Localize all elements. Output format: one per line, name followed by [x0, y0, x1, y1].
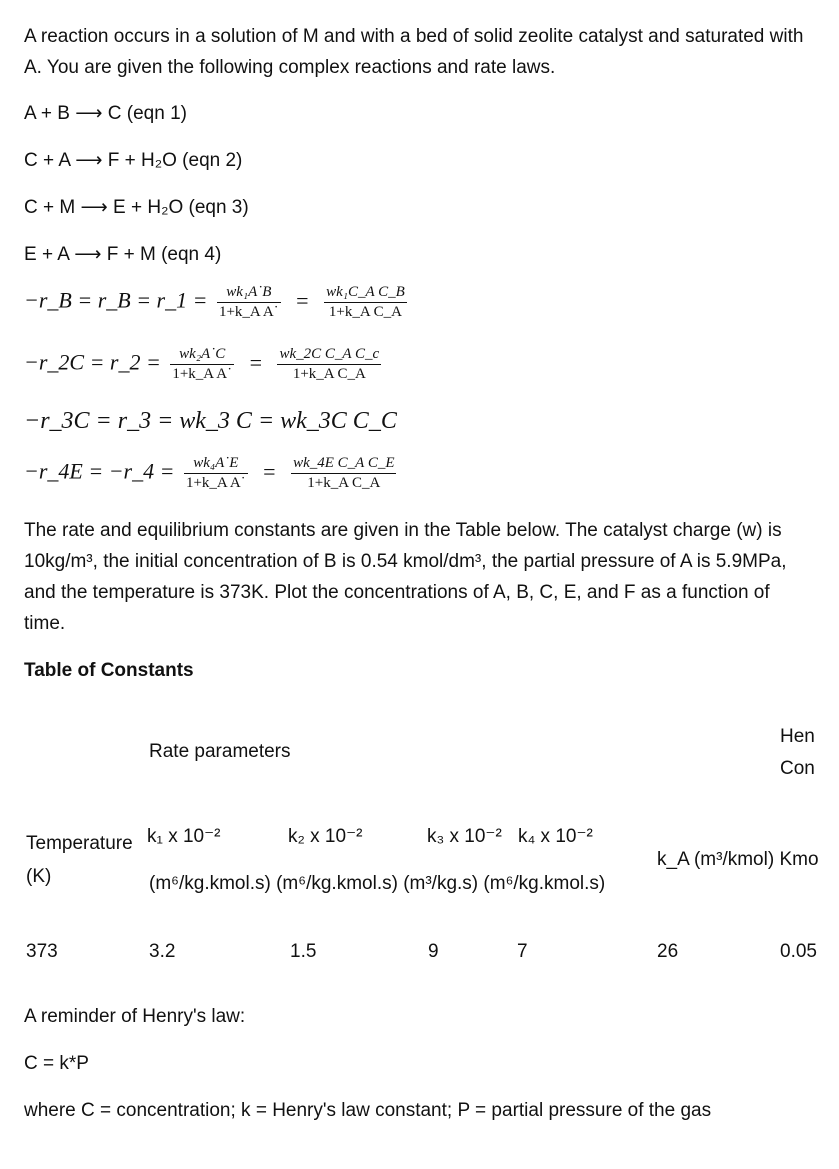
- reaction-2: [24, 149, 242, 172]
- eq2-fraction-2: [277, 346, 381, 383]
- intro-paragraph: A reaction occurs in a solution of M and with a bed of solid zeolite catalyst and saturated with A. You are given the following complex reactions and rate laws.: [24, 26, 804, 78]
- table-ka-header: k_A (m³/kmol) Kmo: [657, 849, 819, 870]
- table-cell-ka: 26: [657, 941, 679, 962]
- rate-equation-3: −r_3C = r_3 = wk_3 C = wk_3C C_C: [24, 408, 397, 434]
- problem-paragraph: The rate and equilibrium constants are given in the Table below. The catalyst charge (w) is 10kg/m³, the initial concentration of B is 0.54 kmol/dm³, the partial pressure of A is 5.9MPa, and the temperature is 373K. Plot the concentrations of A, B, C, E, and F as a function of time.: [24, 520, 787, 634]
- rate-equation-1: [24, 284, 411, 321]
- eq2-lhs: −r_2C = r_2 =: [24, 349, 161, 375]
- eq4-f1-numerator: wk₄A˙E: [184, 455, 248, 474]
- reaction-arrow-icon: ⟶: [75, 103, 103, 124]
- table-cell-k3: 9: [428, 941, 439, 962]
- reaction-arrow-icon: ⟶: [75, 150, 103, 171]
- eq4-f2-denominator: 1+k_A C_A: [307, 475, 381, 491]
- reaction-4: [24, 243, 221, 266]
- table-k4-header: k₄ x 10⁻²: [518, 826, 593, 847]
- reaction-2-lhs: C + A: [24, 150, 70, 171]
- table-henry-header-2: Con: [780, 758, 815, 779]
- eq2-f1-denominator: 1+k_A A˙: [172, 366, 233, 382]
- reaction-1-rhs: C (eqn 1): [107, 103, 187, 124]
- henry-formula: C = k*P: [24, 1053, 89, 1074]
- eq4-lhs: −r_4E = −r_4 =: [24, 458, 175, 484]
- table-henry-header-1: Hen: [780, 726, 815, 747]
- eq1-lhs: −r_B = r_B = r_1 =: [24, 287, 208, 313]
- eq1-f2-numerator: wk₁C_A C_B: [324, 284, 407, 303]
- table-cell-henry: 0.05: [780, 941, 817, 962]
- table-k2-header: k₂ x 10⁻²: [288, 826, 363, 847]
- henry-reminder: A reminder of Henry's law:: [24, 1006, 246, 1027]
- eq2-f1-numerator: wk₂A˙C: [170, 346, 234, 365]
- table-temp-header-2: (K): [26, 866, 52, 887]
- equals-sign: =: [249, 349, 262, 375]
- equals-sign: =: [263, 458, 276, 484]
- eq1-f2-denominator: 1+k_A C_A: [328, 304, 402, 320]
- table-temp-header-1: Temperature: [26, 833, 133, 854]
- table-cell-k2: 1.5: [290, 941, 317, 962]
- eq2-f2-denominator: 1+k_A C_A: [292, 366, 366, 382]
- eq2-f2-numerator: wk_2C C_A C_c: [277, 346, 381, 365]
- table-title: Table of Constants: [24, 660, 194, 681]
- table-k1-header: k₁ x 10⁻²: [147, 826, 221, 847]
- reaction-arrow-icon: ⟶: [80, 197, 108, 218]
- rate-equation-4: [24, 455, 400, 492]
- equals-sign: =: [296, 287, 309, 313]
- reaction-3-lhs: C + M: [24, 197, 76, 218]
- eq4-fraction-1: [184, 455, 248, 492]
- eq1-f1-denominator: 1+k_A A˙: [218, 304, 279, 320]
- table-k3-header: k₃ x 10⁻²: [427, 826, 502, 847]
- table-cell-k1: 3.2: [149, 941, 176, 962]
- reaction-4-lhs: E + A: [24, 244, 69, 265]
- eq1-fraction-1: [217, 284, 281, 321]
- table-cell-temp: 373: [26, 941, 58, 962]
- eq4-fraction-2: [291, 455, 396, 492]
- eq4-f2-numerator: wk_4E C_A C_E: [291, 455, 396, 474]
- reaction-2-rhs: F + H₂O (eqn 2): [107, 150, 243, 171]
- reaction-3: [24, 196, 249, 219]
- eq2-fraction-1: [170, 346, 234, 383]
- reaction-1: [24, 102, 187, 125]
- reaction-4-rhs: F + M (eqn 4): [106, 244, 222, 265]
- eq1-fraction-2: [324, 284, 407, 321]
- eq1-f1-numerator: wk₁A˙B: [217, 284, 281, 303]
- table-group-header: Rate parameters: [149, 741, 291, 762]
- table-cell-k4: 7: [517, 941, 528, 962]
- rate-equation-2: [24, 346, 385, 383]
- table-units-row: (m⁶/kg.kmol.s) (m⁶/kg.kmol.s) (m³/kg.s) (m⁶/kg.kmol.s): [149, 873, 606, 894]
- henry-definition: where C = concentration; k = Henry's law constant; P = partial pressure of the gas: [24, 1100, 712, 1121]
- reaction-1-lhs: A + B: [24, 103, 70, 124]
- reaction-arrow-icon: ⟶: [74, 244, 102, 265]
- eq4-f1-denominator: 1+k_A A˙: [185, 475, 246, 491]
- reaction-3-rhs: E + H₂O (eqn 3): [113, 197, 249, 218]
